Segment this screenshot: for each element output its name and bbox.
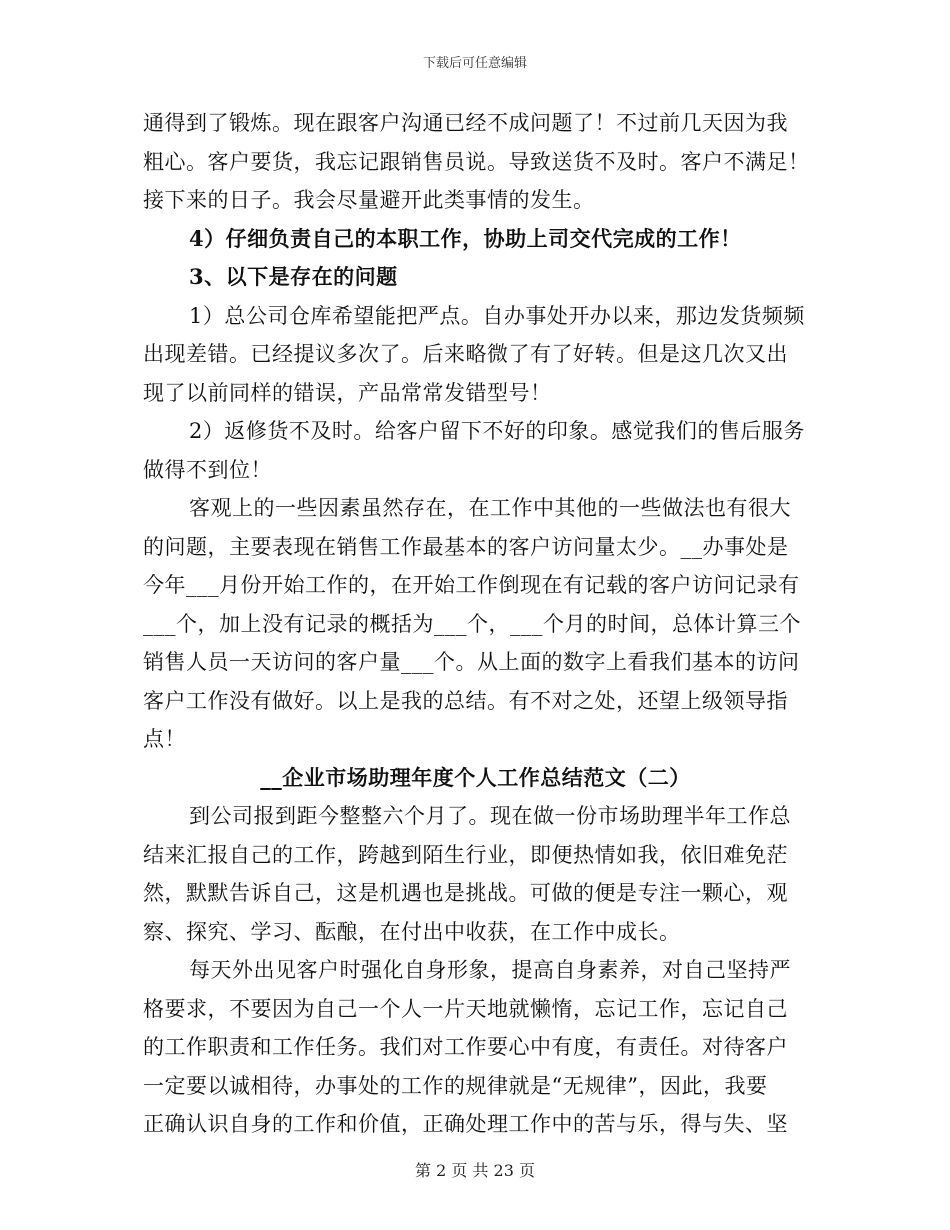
section-heading: 3、以下是存在的问题 <box>189 264 398 289</box>
page-header-note: 下载后可任意编辑 <box>422 56 527 71</box>
paragraph-line: 现了以前同样的错误，产品常常发错型号！ <box>143 380 552 405</box>
paragraph-line: 接下来的日子。我会尽量避开此类事情的发生。 <box>143 188 595 212</box>
paragraph-line: 的问题，主要表现在销售工作最基本的客户访问量太少。__办事处是 <box>143 534 789 559</box>
paragraph-line: 然，默默告诉自己，这是机遇也是挑战。可做的便是专注一颗心，观 <box>143 881 788 905</box>
paragraph-line: 察、探究、学习、酝酿，在付出中收获，在工作中成长。 <box>143 919 681 944</box>
paragraph-line: ___个，加上没有记录的概括为___个，___个月的时间，总体计算三个 <box>143 611 801 636</box>
document-body <box>143 104 808 1144</box>
article-title: __企业市场助理年度个人工作总结范文（二） <box>260 764 691 790</box>
paragraph-line: 做得不到位！ <box>143 457 272 482</box>
paragraph-line: 销售人员一天访问的客户量___个。从上面的数字上看我们基本的访问 <box>143 650 800 674</box>
paragraph-line: 客户工作没有做好。以上是我的总结。有不对之处，还望上级领导指 <box>143 688 788 713</box>
paragraph-line: 出现差错。已经提议多次了。后来略微了有了好转。但是这几次又出 <box>143 342 788 366</box>
paragraph-line: 点！ <box>143 727 186 751</box>
paragraph-line: 一定要以诚相待，办事处的工作的规律就是“无规律”，因此，我要 <box>143 1073 768 1098</box>
paragraph-line: 到公司报到距今整整六个月了。现在做一份市场助理半年工作总 <box>189 804 791 828</box>
paragraph-line: 今年___月份开始工作的，在开始工作倒现在有记载的客户访问记录有 <box>143 573 800 597</box>
item-heading: 4）仔细负责自己的本职工作，协助上司交代完成的工作！ <box>189 225 742 251</box>
paragraph-line: 每天外出见客户时强化自身形象，提高自身素养，对自己坚持严 <box>189 958 791 982</box>
paragraph-line: 通得到了锻炼。现在跟客户沟通已经不成问题了！不过前几天因为我 <box>143 111 788 135</box>
page-number: 第 2 页 共 23 页 <box>415 1161 535 1180</box>
paragraph-line: 格要求，不要因为自己一个人一片天地就懒惰，忘记工作，忘记自己 <box>143 996 788 1021</box>
paragraph-line: 客观上的一些因素虽然存在，在工作中其他的一些做法也有很大 <box>189 496 791 520</box>
paragraph-line: 粗心。客户要货，我忘记跟销售员说。导致送货不及时。客户不满足！ <box>143 149 810 174</box>
paragraph-line: 正确认识自身的工作和价值，正确处理工作中的苦与乐，得与失、坚 <box>143 1112 788 1136</box>
paragraph-line: 1）总公司仓库希望能把严点。自办事处开办以来，那边发货频频 <box>189 303 805 328</box>
paragraph-line: 结来汇报自己的工作，跨越到陌生行业，即便热情如我，依旧难免茫 <box>143 842 788 867</box>
paragraph-line: 的工作职责和工作任务。我们对工作要心中有度，有责任。对待客户 <box>143 1035 788 1059</box>
paragraph-line: 2）返修货不及时。给客户留下不好的印象。感觉我们的售后服务 <box>189 419 805 443</box>
